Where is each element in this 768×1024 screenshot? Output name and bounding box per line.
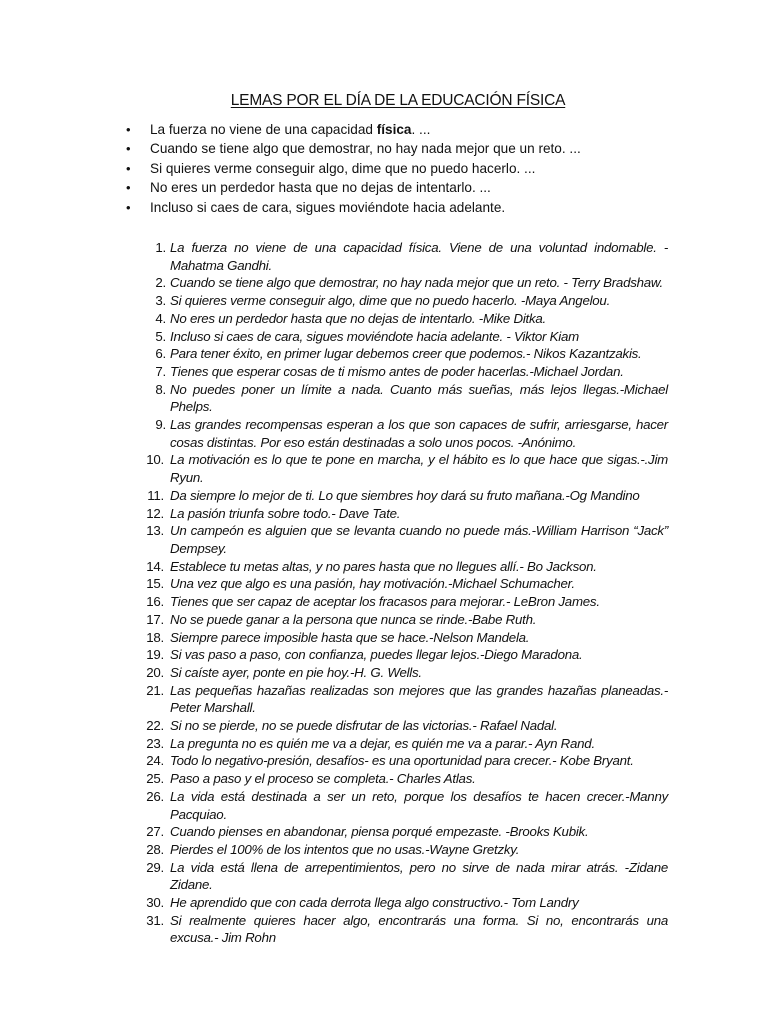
quote-item bbox=[108, 752, 668, 770]
quote-text: La motivación es lo que te pone en marcha, y el hábito es lo que hace que sigas.-.Jim Ryun. bbox=[170, 452, 668, 486]
quote-number: 5. bbox=[155, 328, 166, 344]
quote-item bbox=[108, 451, 668, 486]
quote-number: 12. bbox=[146, 505, 164, 521]
page-title: LEMAS POR EL DÍA DE LA EDUCACIÓN FÍSICA bbox=[230, 92, 566, 109]
quote-number: 31. bbox=[146, 912, 164, 928]
quote-text: Las pequeñas hazañas realizadas son mejores que las grandes hazañas planeadas.- Peter Marshall. bbox=[170, 682, 668, 716]
quote-number: 10. bbox=[146, 452, 164, 468]
quote-item bbox=[108, 841, 668, 859]
quote-item bbox=[108, 310, 668, 328]
quote-number: 27. bbox=[146, 824, 164, 840]
bullet-item bbox=[108, 120, 668, 139]
quote-item bbox=[108, 292, 668, 310]
bullet-text: La fuerza no viene de una capacidad bbox=[150, 122, 377, 137]
quote-text: Pierdes el 100% de los intentos que no usas.-Wayne Gretzky. bbox=[170, 841, 520, 857]
quote-text: Tienes que esperar cosas de ti mismo antes de poder hacerlas.-Michael Jordan. bbox=[170, 363, 624, 379]
bullet-text-end: . ... bbox=[411, 122, 431, 137]
quote-text: Las grandes recompensas esperan a los que son capaces de sufrir, arriesgarse, hacer cosas distintas. Por eso están destinadas a solo unos pocos. -Anónimo. bbox=[170, 417, 668, 450]
quote-item bbox=[108, 788, 668, 823]
quote-text: Si realmente quieres hacer algo, encontrarás una forma. Si no, encontrarás una excusa.- Jim Rohn bbox=[170, 912, 668, 946]
quote-number: 4. bbox=[155, 310, 166, 326]
quote-text: Incluso si caes de cara, sigues moviéndote hacia adelante. - Viktor Kiam bbox=[170, 328, 579, 344]
quote-text: La pregunta no es quién me va a dejar, es quién me va a parar.- Ayn Rand. bbox=[170, 735, 595, 751]
bullet-item bbox=[108, 159, 668, 178]
quote-number: 7. bbox=[155, 363, 166, 379]
quote-item bbox=[108, 345, 668, 363]
quote-item bbox=[108, 381, 668, 416]
quote-item bbox=[108, 487, 668, 505]
quote-text: He aprendido que con cada derrota llega algo constructivo.- Tom Landry bbox=[170, 895, 579, 911]
quote-item bbox=[108, 629, 668, 647]
quote-item bbox=[108, 575, 668, 593]
quote-item bbox=[108, 717, 668, 735]
bullet-list bbox=[108, 120, 668, 217]
quote-number: 25. bbox=[146, 771, 164, 787]
quote-list bbox=[108, 239, 668, 947]
quote-text: Cuando se tiene algo que demostrar, no hay nada mejor que un reto. - Terry Bradshaw. bbox=[170, 275, 663, 291]
quote-number: 1. bbox=[155, 240, 166, 256]
quote-number: 19. bbox=[146, 647, 164, 663]
quote-number: 18. bbox=[146, 629, 164, 645]
quote-number: 26. bbox=[146, 788, 164, 804]
quote-item bbox=[108, 770, 668, 788]
quote-number: 28. bbox=[146, 841, 164, 857]
quote-item bbox=[108, 239, 668, 274]
quote-text: Cuando pienses en abandonar, piensa porqué empezaste. -Brooks Kubik. bbox=[170, 824, 589, 840]
quote-text: No se puede ganar a la persona que nunca se rinde.-Babe Ruth. bbox=[170, 611, 537, 627]
quote-item bbox=[108, 328, 668, 346]
quote-number: 3. bbox=[155, 293, 166, 309]
quote-number: 22. bbox=[146, 718, 164, 734]
quote-number: 30. bbox=[146, 895, 164, 911]
quote-text: Si caíste ayer, ponte en pie hoy.-H. G. Wells. bbox=[170, 664, 422, 680]
quote-text: Paso a paso y el proceso se completa.- Charles Atlas. bbox=[170, 771, 476, 787]
quote-text: Si no se pierde, no se puede disfrutar de las victorias.- Rafael Nadal. bbox=[170, 718, 558, 734]
quote-number: 8. bbox=[155, 381, 166, 397]
quote-number: 16. bbox=[146, 594, 164, 610]
quote-number: 29. bbox=[146, 859, 164, 875]
quote-number: 6. bbox=[155, 346, 166, 362]
quote-item bbox=[108, 894, 668, 912]
bullet-text: Si quieres verme conseguir algo, dime que no puedo hacerlo. ... bbox=[150, 160, 536, 176]
quote-item bbox=[108, 558, 668, 576]
quote-item bbox=[108, 416, 668, 451]
quote-number: 24. bbox=[146, 753, 164, 769]
bullet-text: No eres un perdedor hasta que no dejas de intentarlo. ... bbox=[150, 180, 491, 196]
quote-number: 23. bbox=[146, 735, 164, 751]
quote-number: 15. bbox=[146, 576, 164, 592]
quote-text: La fuerza no viene de una capacidad física. Viene de una voluntad indomable. -Mahatma Gandhi. bbox=[170, 240, 668, 273]
quote-item bbox=[108, 522, 668, 557]
quote-item bbox=[108, 363, 668, 381]
quote-text: Todo lo negativo-presión, desafíos- es una oportunidad para crecer.- Kobe Bryant. bbox=[170, 753, 634, 769]
quote-text: Tienes que ser capaz de aceptar los fracasos para mejorar.- LeBron James. bbox=[170, 594, 600, 610]
quote-text: La pasión triunfa sobre todo.- Dave Tate. bbox=[170, 505, 401, 521]
quote-text: No eres un perdedor hasta que no dejas de intentarlo. -Mike Ditka. bbox=[170, 310, 546, 326]
quote-text: Da siempre lo mejor de ti. Lo que siembres hoy dará su fruto mañana.-Og Mandino bbox=[170, 487, 640, 503]
quote-number: 2. bbox=[155, 275, 166, 291]
quote-item bbox=[108, 274, 668, 292]
quote-text: La vida está destinada a ser un reto, porque los desafíos te hacen crecer.-Manny Pacquiao. bbox=[170, 788, 668, 822]
bullet-text: Cuando se tiene algo que demostrar, no hay nada mejor que un reto. ... bbox=[150, 141, 581, 157]
quote-text: Establece tu metas altas, y no pares hasta que no llegues allí.- Bo Jackson. bbox=[170, 558, 597, 574]
quote-item bbox=[108, 912, 668, 947]
quote-item bbox=[108, 593, 668, 611]
quote-number: 21. bbox=[146, 682, 164, 698]
quote-number: 20. bbox=[146, 664, 164, 680]
quote-item bbox=[108, 646, 668, 664]
quote-number: 14. bbox=[146, 558, 164, 574]
quote-item bbox=[108, 505, 668, 523]
bullet-item bbox=[108, 178, 668, 197]
bullet-text: Incluso si caes de cara, sigues moviéndote hacia adelante. bbox=[150, 199, 506, 215]
quote-number: 17. bbox=[146, 611, 164, 627]
quote-text: Para tener éxito, en primer lugar debemos creer que podemos.- Nikos Kazantzakis. bbox=[170, 346, 642, 362]
quote-text: La vida está llena de arrepentimientos, pero no sirve de nada mirar atrás. -Zidane Zidane. bbox=[170, 859, 668, 893]
quote-text: No puedes poner un límite a nada. Cuanto más sueñas, más lejos llegas.-Michael Phelps. bbox=[170, 381, 668, 415]
quote-text: Si vas paso a paso, con confianza, puedes llegar lejos.-Diego Maradona. bbox=[170, 647, 583, 663]
quote-number: 11. bbox=[147, 487, 164, 503]
quote-text: Un campeón es alguien que se levanta cuando no puede más.-William Harrison “Jack” Dempsey. bbox=[170, 523, 668, 556]
bullet-item bbox=[108, 198, 668, 217]
quote-text: Si quieres verme conseguir algo, dime que no puedo hacerlo. -Maya Angelou. bbox=[170, 293, 611, 309]
bullet-item bbox=[108, 139, 668, 158]
quote-text: Siempre parece imposible hasta que se hace.-Nelson Mandela. bbox=[170, 629, 530, 645]
quote-item bbox=[108, 664, 668, 682]
quote-item bbox=[108, 611, 668, 629]
quote-item bbox=[108, 859, 668, 894]
quote-text: Una vez que algo es una pasión, hay motivación.-Michael Schumacher. bbox=[170, 576, 575, 592]
quote-item bbox=[108, 682, 668, 717]
quote-number: 13. bbox=[146, 523, 164, 539]
quote-number: 9. bbox=[155, 417, 166, 433]
quote-item bbox=[108, 823, 668, 841]
quote-item bbox=[108, 735, 668, 753]
bullet-bold-text: física bbox=[376, 122, 412, 137]
